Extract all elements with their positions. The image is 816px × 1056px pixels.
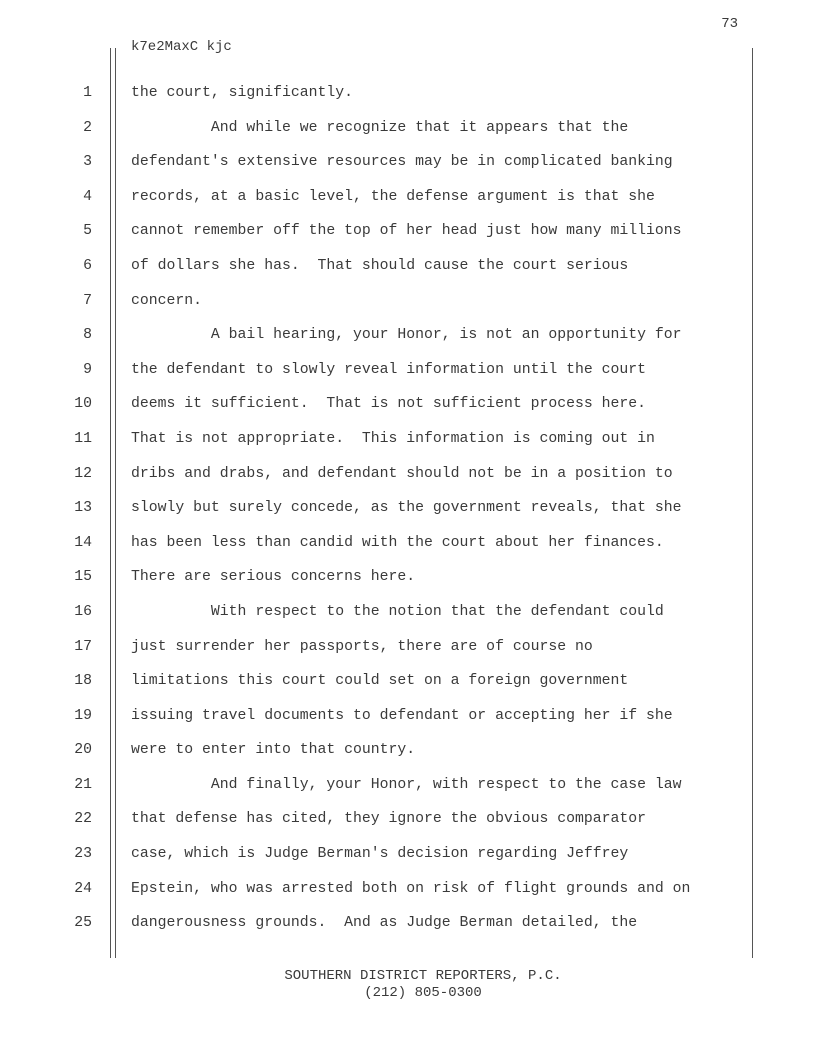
line-number: 22	[74, 811, 92, 828]
transcript-line	[0, 120, 816, 155]
transcript-line	[0, 846, 816, 881]
transcript-line	[0, 673, 816, 708]
page-number: 73	[721, 16, 738, 32]
transcript-line	[0, 881, 816, 916]
line-text: records, at a basic level, the defense argument is that she	[131, 188, 655, 205]
line-number: 3	[83, 154, 92, 171]
line-text: deems it sufficient. That is not sufficient process here.	[131, 396, 647, 413]
transcript-line	[0, 915, 816, 950]
line-text: that defense has cited, they ignore the obvious comparator	[131, 811, 647, 828]
page-footer	[0, 968, 816, 1002]
line-number: 17	[74, 638, 92, 655]
line-text: concern.	[131, 292, 203, 309]
transcript-line	[0, 189, 816, 224]
transcript-line	[0, 569, 816, 604]
line-number: 4	[83, 188, 92, 205]
transcript-line	[0, 362, 816, 397]
line-number: 7	[83, 292, 92, 309]
line-text: And finally, your Honor, with respect to the case law	[131, 776, 682, 793]
line-number: 23	[74, 846, 92, 863]
line-text: just surrender her passports, there are of course no	[131, 638, 593, 655]
line-number: 10	[74, 396, 92, 413]
transcript-line	[0, 742, 816, 777]
line-number: 14	[74, 534, 92, 551]
transcript-line	[0, 500, 816, 535]
line-number: 15	[74, 569, 92, 586]
line-text: the court, significantly.	[131, 85, 353, 101]
line-number: 11	[74, 430, 92, 447]
line-text: of dollars she has. That should cause the court serious	[131, 257, 629, 274]
transcript-line	[0, 708, 816, 743]
line-number: 8	[83, 327, 92, 344]
transcript-line	[0, 223, 816, 258]
line-text: issuing travel documents to defendant or accepting her if she	[131, 707, 673, 724]
line-number: 25	[74, 915, 92, 932]
line-text: the defendant to slowly reveal information until the court	[131, 361, 647, 378]
line-number: 5	[83, 223, 92, 240]
line-number: 18	[74, 673, 92, 690]
line-text: dribs and drabs, and defendant should not be in a position to	[131, 465, 673, 482]
line-number: 16	[74, 603, 92, 620]
transcript-line	[0, 811, 816, 846]
transcript-line	[0, 327, 816, 362]
transcript-line	[0, 535, 816, 570]
transcript-line	[0, 639, 816, 674]
line-text: Epstein, who was arrested both on risk of flight grounds and on	[131, 880, 691, 897]
line-number: 12	[74, 465, 92, 482]
line-text: That is not appropriate. This information is coming out in	[131, 430, 655, 447]
line-text: were to enter into that country.	[131, 742, 416, 759]
line-number: 6	[83, 257, 92, 274]
line-number: 2	[83, 119, 92, 136]
transcript-line	[0, 466, 816, 501]
line-number: 24	[74, 880, 92, 897]
reporter-name: SOUTHERN DISTRICT REPORTERS, P.C.	[284, 968, 562, 984]
line-text: With respect to the notion that the defendant could	[131, 603, 664, 620]
line-text: dangerousness grounds. And as Judge Berman detailed, the	[131, 915, 638, 932]
line-number: 19	[74, 707, 92, 724]
line-text: case, which is Judge Berman's decision regarding Jeffrey	[131, 846, 629, 863]
line-text: limitations this court could set on a foreign government	[131, 673, 629, 690]
line-number: 13	[74, 500, 92, 517]
line-number: 9	[83, 361, 92, 378]
line-text: A bail hearing, your Honor, is not an opportunity for	[131, 327, 682, 344]
line-text: defendant's extensive resources may be in complicated banking	[131, 154, 673, 171]
transcript-line	[0, 293, 816, 328]
transcript-line	[0, 258, 816, 293]
line-text: cannot remember off the top of her head just how many millions	[131, 223, 682, 240]
transcript-header-code: k7e2MaxC kjc	[131, 39, 232, 55]
line-number: 1	[83, 85, 92, 101]
line-text: And while we recognize that it appears that the	[131, 119, 629, 136]
line-number: 20	[74, 742, 92, 759]
line-text: There are serious concerns here.	[131, 569, 416, 586]
reporter-phone: (212) 805-0300	[364, 985, 482, 1001]
transcript-line	[0, 396, 816, 431]
line-text: slowly but surely concede, as the government reveals, that she	[131, 500, 682, 517]
line-number: 21	[74, 776, 92, 793]
transcript-line	[0, 431, 816, 466]
transcript-line	[0, 604, 816, 639]
transcript-line	[0, 85, 816, 120]
transcript-line	[0, 154, 816, 189]
transcript-line	[0, 777, 816, 812]
transcript-body	[0, 85, 816, 950]
line-text: has been less than candid with the court about her finances.	[131, 534, 664, 551]
